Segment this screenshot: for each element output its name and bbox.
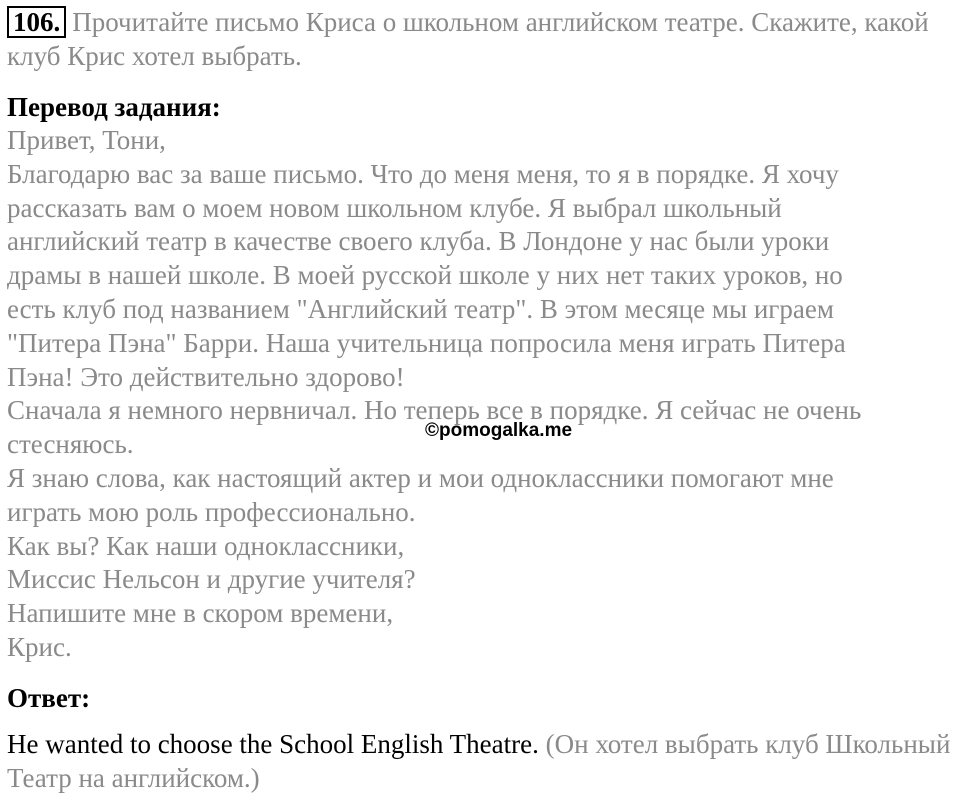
letter-line: Привет, Тони, [7,125,166,155]
document-page [7,0,955,795]
letter-line: драмы в нашей школе. В моей русской школе у них нет таких уроков, но [7,260,843,291]
letter-line: Крис. [7,631,72,662]
letter-line: Как вы? Как наши одноклассники, [7,530,405,561]
letter-line: рассказать вам о моем новом школьном клубе. Я выбрал школьный [7,192,782,223]
letter-line: играть мою роль профессионально. [7,496,416,527]
letter-line: Благодарю вас за ваше письмо. Что до меня меня, то я в порядке. Я хочу [7,158,839,189]
task-statement [7,5,955,73]
answer-russian: (Он хотел выбрать клуб Школьный Театр на английском.) [7,728,951,793]
letter-line: "Питера Пэна" Барри. Наша учительница попросила меня играть Питера [7,327,846,358]
watermark: ©pomogalka.me [425,420,573,441]
letter-line: Миссис Нельсон и другие учителя? [7,564,416,595]
letter-line: есть клуб под названием "Английский театр". В этом месяце мы играем [7,293,834,324]
letter-line: Сначала я немного нервничал. Но теперь все в порядке. Я сейчас не очень [7,395,862,426]
letter-line: Напишите мне в скором времени, [7,598,394,629]
letter-line: Пэна! Это действительно здорово! [7,361,405,392]
answer-heading: Ответ: [7,682,91,713]
letter-line: Я знаю слова, как настоящий актер и мои одноклассники помогают мне [7,462,834,493]
task-text: Прочитайте письмо Криса о школьном английском театре. Скажите, какой клуб Крис хотел выбрать. [7,7,929,71]
translation-heading: Перевод задания: [7,92,221,122]
letter-translation [7,124,955,665]
answer-english: He wanted to choose the School English Theatre. [7,728,539,759]
task-number: 106. [7,6,66,38]
letter-line: английский театр в качестве своего клуба. В Лондоне у нас были уроки [7,226,830,257]
letter-line: стесняюсь. [7,429,134,460]
